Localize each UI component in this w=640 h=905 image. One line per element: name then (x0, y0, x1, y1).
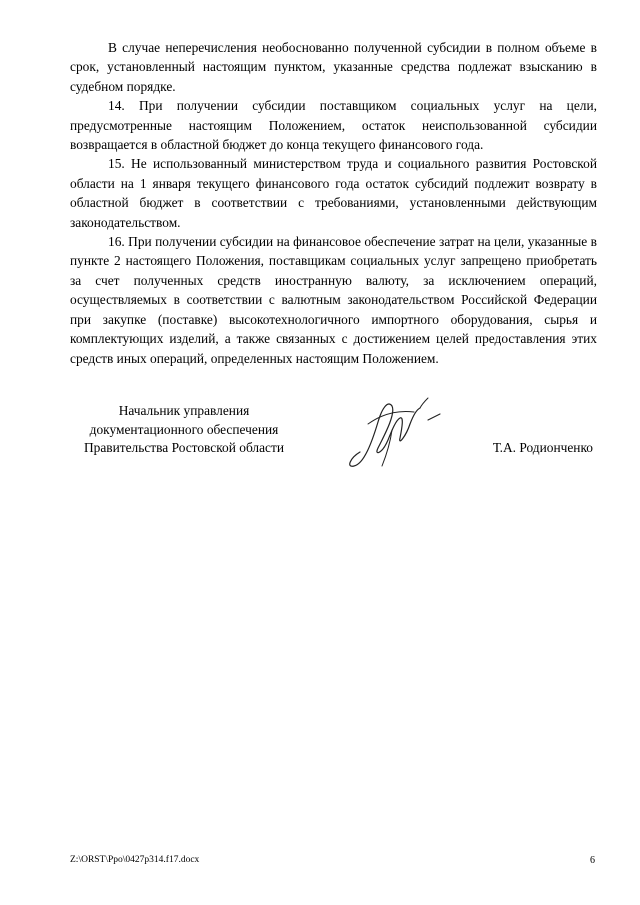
footer-file-path: Z:\ORST\Ppo\0427p314.f17.docx (70, 855, 200, 865)
signature-block (70, 402, 597, 482)
paragraph-16: 16. При получении субсидии на финансовое обеспечение затрат на цели, указанные в пункте 2 настоящего Положения, поставщикам социальных услуг запрещено приобретать за счет полученных средств иностранную валюту, за исключением операций, осуществляемых в соответствии с валютным законодательством Российской Федерации при закупке (поставке) высокотехнологичного импортного оборудования, сырья и комплектующих изделий, а также связанных с достижением целей предоставления этих средств иных операций, определенных настоящим Положением. (70, 234, 597, 366)
signer-name: Т.А. Родионченко (492, 440, 593, 455)
signer-position-line: Начальник управления (118, 403, 250, 418)
page-number: 6 (590, 855, 595, 866)
signer-position (70, 402, 298, 458)
signer-position-line: Правительства Ростовской области (83, 440, 285, 455)
signer-position-line: документационного обеспечения (89, 421, 279, 437)
paragraph-14: 14. При получении субсидии поставщиком социальных услуг на цели, предусмотренные настоящим Положением, остаток неиспользованной субсидии возвращается в областной бюджет до конца текущего финансового года. (70, 98, 597, 153)
paragraph-13-continuation: В случае неперечисления необоснованно полученной субсидии в полном объеме в срок, установленный настоящим пунктом, указанные средства подлежат взысканию в судебном порядке. (70, 40, 597, 94)
document-body (70, 38, 597, 368)
handwritten-signature (342, 394, 452, 474)
page-footer (70, 855, 597, 869)
paragraph-15: 15. Не использованный министерством труда и социального развития Ростовской области на 1 января текущего финансового года остаток субсидий подлежит возврату в областной бюджет в соответствии с требованиями, установленными действующим законодательством. (70, 156, 597, 230)
